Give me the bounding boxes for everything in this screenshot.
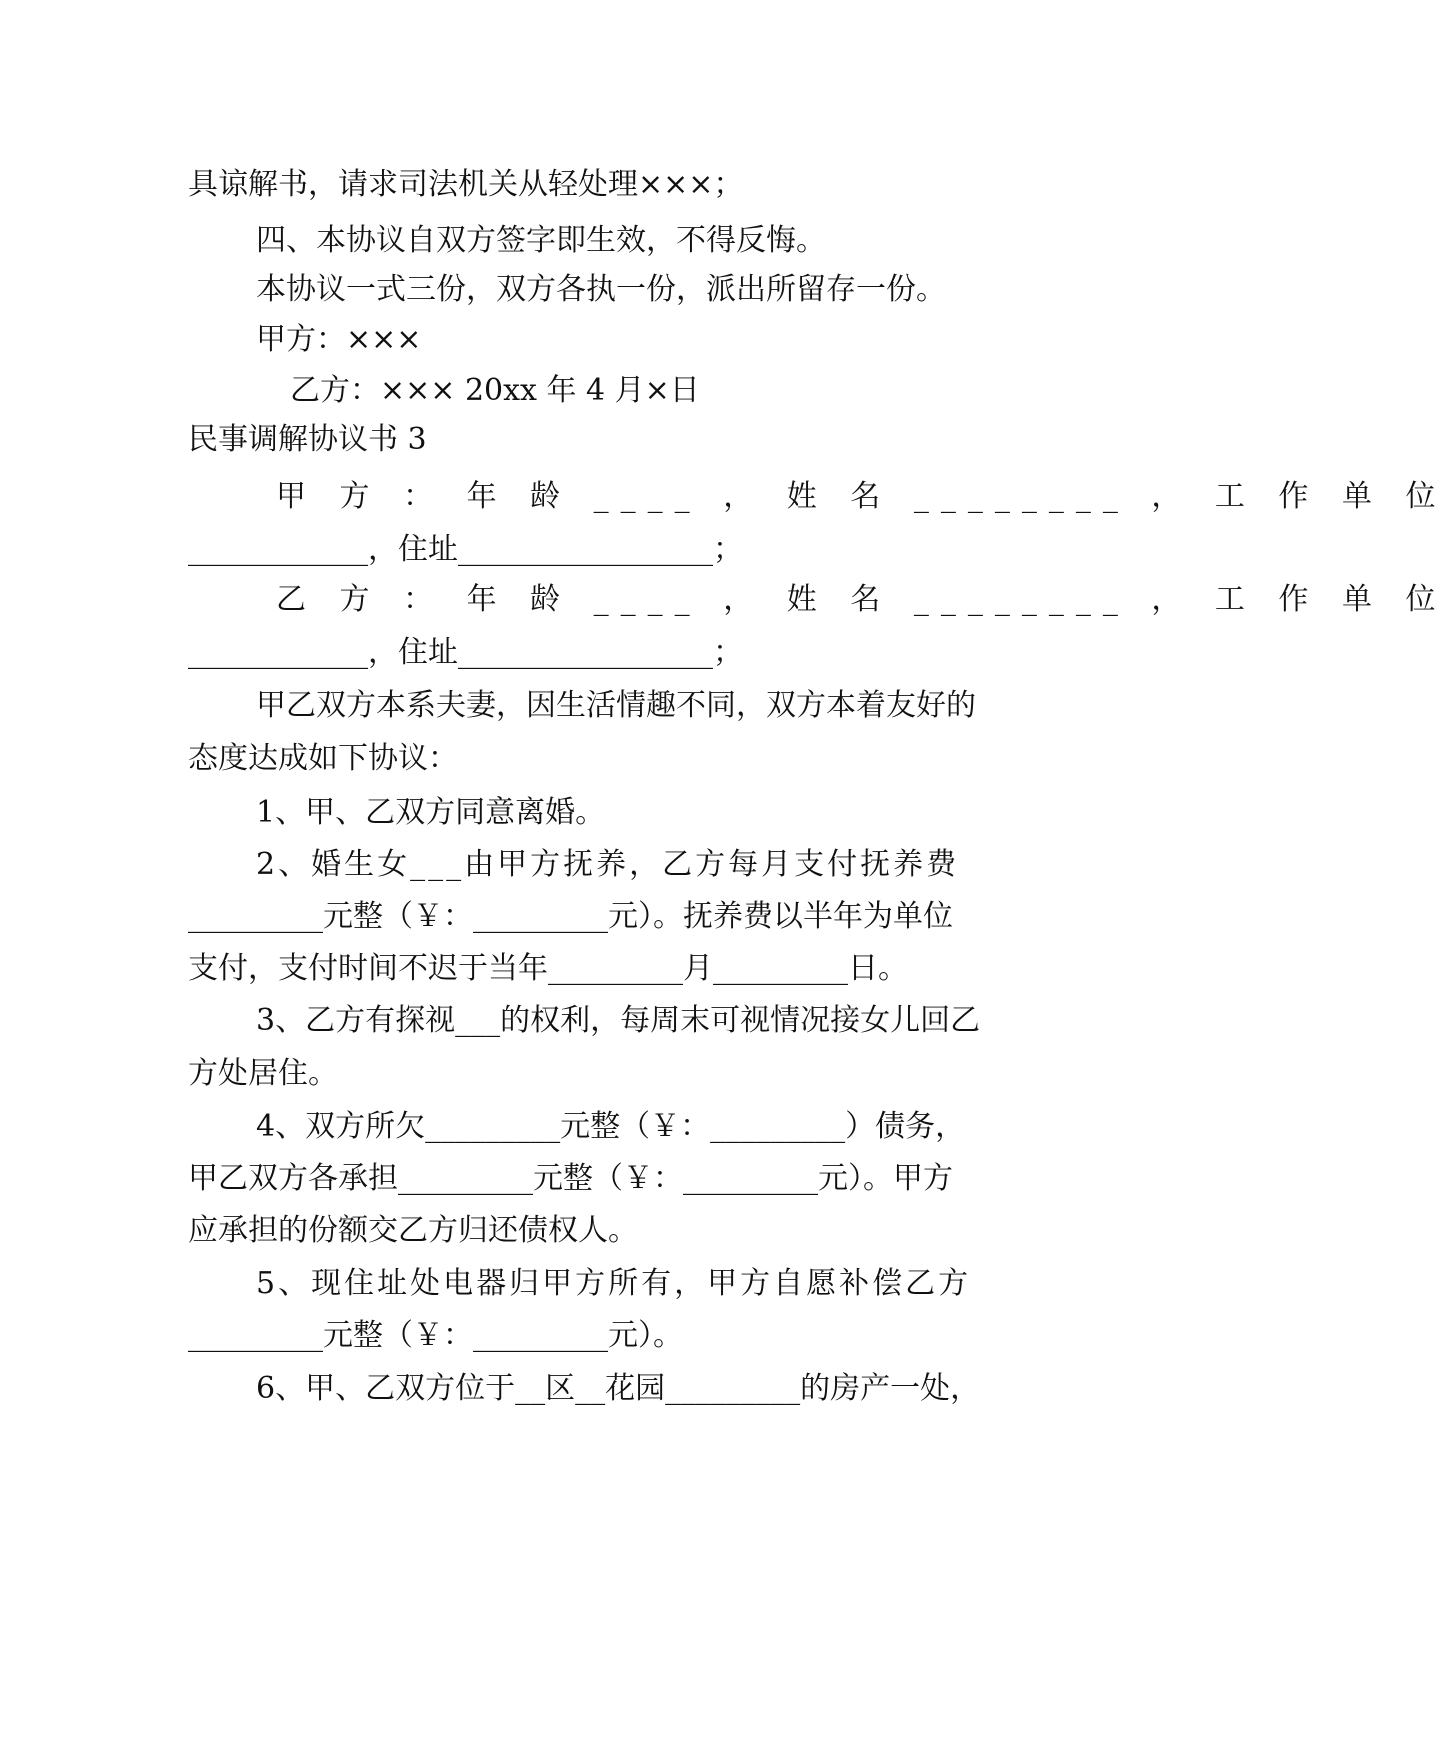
party-a-info-line-1: 甲 方 ： 年 龄 ____ ， 姓 名 ________ ， 工 作 单 位 — [276, 479, 1448, 514]
agreement-clause-4: 四、本协议自双方签字即生效，不得反悔。 — [256, 223, 826, 258]
clause-4-line-1: 4、双方所欠_________元整（￥：_________）债务， — [256, 1109, 966, 1144]
clause-5-line-1: 5、现住址处电器归甲方所有，甲方自愿补偿乙方 — [256, 1266, 972, 1301]
copies-line: 本协议一式三份，双方各执一份，派出所留存一份。 — [256, 272, 946, 307]
party-b-signature-date: 乙方：××× 20xx 年 4 月×日 — [290, 373, 700, 408]
clause-2-line-1: 2、婚生女___由甲方抚养，乙方每月支付抚养费 — [256, 847, 960, 882]
intro-line-1: 甲乙双方本系夫妻，因生活情趣不同，双方本着友好的 — [256, 688, 976, 723]
clause-4-line-3: 应承担的份额交乙方归还债权人。 — [188, 1213, 638, 1248]
clause-1: 1、甲、乙双方同意离婚。 — [256, 795, 606, 830]
clause-2-line-2: _________元整（￥：_________元）。抚养费以半年为单位 — [188, 899, 953, 934]
clause-6-line-1: 6、甲、乙双方位于__区__花园_________的房产一处， — [256, 1371, 981, 1406]
clause-5-line-2: _________元整（￥：_________元）。 — [188, 1318, 683, 1353]
party-b-info-line-1: 乙 方 ： 年 龄 ____ ， 姓 名 ________ ， 工 作 单 位 — [276, 582, 1448, 617]
clause-2-line-3: 支付，支付时间不迟于当年_________月_________日。 — [188, 951, 908, 986]
body-line-1: 具谅解书，请求司法机关从轻处理×××； — [188, 167, 744, 202]
clause-3-line-2: 方处居住。 — [188, 1056, 338, 1091]
clause-3-line-1: 3、乙方有探视___的权利，每周末可视情况接女儿回乙 — [256, 1003, 981, 1038]
party-b-info-line-2: ____________，住址_________________； — [188, 635, 743, 670]
clause-4-line-2: 甲乙双方各承担_________元整（￥：_________元）。甲方 — [188, 1161, 953, 1196]
section-title: 民事调解协议书 3 — [188, 422, 427, 457]
party-a-signature: 甲方：××× — [256, 322, 422, 357]
intro-line-2: 态度达成如下协议： — [188, 741, 458, 776]
party-a-info-line-2: ____________，住址_________________； — [188, 532, 743, 567]
